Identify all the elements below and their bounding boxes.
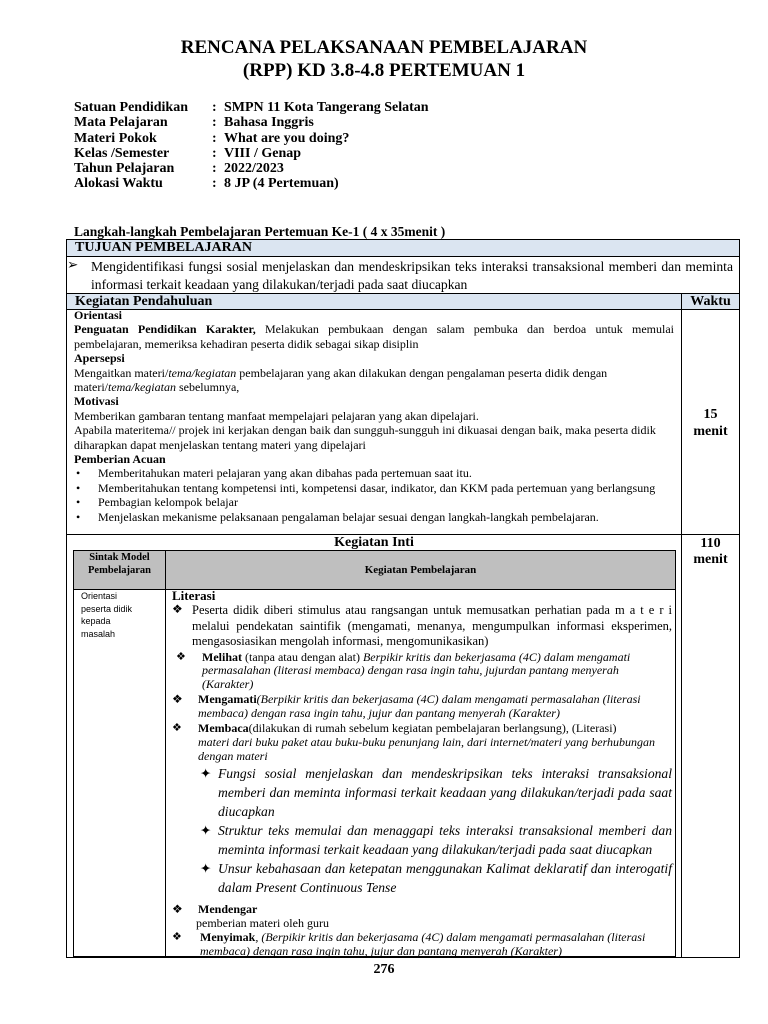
pendahuluan-time-value: 15 [703,407,718,422]
col-header-kegiatan: Kegiatan Pembelajaran [165,550,676,590]
identity-value: SMPN 11 Kota Tangerang Selatan [224,100,429,115]
tujuan-box [66,256,740,294]
identity-row: Alokasi Waktu : 8 JP (4 Pertemuan) [74,176,339,192]
pendahuluan-time-cell [681,309,740,535]
arrow-bullet-icon: ➢ [67,257,79,272]
list-item: ❖ Menyimak, (Berpikir kritis dan bekerjasama (4C) dalam mengamati permasalahan (literasi membaca) dengan rasa ingin tahu, jujur dan pantang menyerah (Karakter) [172,930,646,959]
diamond-bullet-icon: ❖ [172,602,183,616]
waktu-heading: Waktu [690,294,731,309]
diamond-bullet-icon: ❖ [172,902,183,917]
list-item: ❖ Mendengar [172,902,258,917]
identity-row: Satuan Pendidikan : SMPN 11 Kota Tangerang Selatan [74,100,429,115]
materi-list [172,764,672,897]
identity-row: Kelas /Semester : VIII / Genap [74,145,302,161]
inti-time-cell [681,534,740,958]
star-bullet-icon: ✦ [200,766,212,782]
apersepsi-heading: Apersepsi [74,351,125,366]
list-item: ❖ Melihat (tanpa atau dengan alat) Berpikir kritis dan bekerjasama (4C) dalam mengamati permasalahan (literasi membaca) dengan rasa ingin tahu, jujurdan pantang menyerah (Karakter) [172,651,672,692]
document-title-line2: (RPP) KD 3.8-4.8 PERTEMUAN 1 [242,60,526,81]
acuan-list [74,466,674,524]
identity-value: 2022/2023 [224,161,284,177]
list-item: ❖ Peserta didik diberi stimulus atau rangsangan untuk memusatkan perhatian pada m a t e r i melalui pendekatan saintifik (mengamati, menanya, mengumpulkan informasi eksperimen, mengasosiasikan mengolah informasi, mengomunikasikan) [172,602,672,648]
inti-heading: Kegiatan Inti [334,535,414,550]
list-item: ❖ Mengamati(Berpikir kritis dan bekerjasama (4C) dalam mengamati permasalahan (literasi membaca) dengan rasa ingin tahu, jujur dan pantang menyerah (Karakter) [172,692,641,720]
karakter-paragraph: Penguatan Pendidikan Karakter, Melakukan pembukaan dengan salam pembuka dan berdoa untuk memulai pembelajaran, memeriksa kehadiran peserta didik sebagai sikap disiplin [74,322,674,351]
motivasi-heading: Motivasi [74,394,119,409]
steps-heading: Langkah-langkah Pembelajaran Pertemuan Ke-1 ( 4 x 35menit ) [74,224,446,239]
list-item: ✦ Struktur teks memulai dan menaggapi teks interaksi transaksional memberi dan meminta informasi terkait keadaan yang dilakukan/terjadi pada saat diucapkan [200,823,672,858]
inti-time-value: 110 [700,536,721,551]
list-item: • Memberitahukan tentang kompetensi inti, kompetensi dasar, indikator, dan KKM pada pertemuan yang berlangsung [74,481,674,495]
acuan-heading: Pemberian Acuan [74,452,166,467]
sintak-cell [73,589,166,957]
pendahuluan-time-unit: menit [693,424,728,439]
identity-label: Tahun Pelajaran [74,161,175,177]
identity-label: Satuan Pendidikan [74,100,188,115]
tujuan-heading: TUJUAN PEMBELAJARAN [75,240,252,255]
list-item: • Pembagian kelompok belajar [74,495,674,509]
tujuan-item: Mengidentifikasi fungsi sosial menjelaskan dan mendeskripsikan teks interaksi transaksional memberi dan meminta informasi terkait keadaan yang dilakukan/terjadi pada saat diucapkan [91,259,733,292]
identity-block [74,100,429,192]
motivasi-line: Memberikan gambaran tentang manfaat mempelajari pelajaran yang akan dipelajari. [74,408,479,423]
orientasi-heading: Orientasi [74,308,122,322]
sintak-text: Orientasi peserta didik kepada masalah [81,591,133,639]
list-item: • Menjelaskan mekanisme pelaksanaan pengalaman belajar sesuai dengan langkah-langkah pembelajaran. [74,510,674,524]
identity-label: Mata Pelajaran [74,115,168,131]
document-title-line1: RENCANA PELAKSANAAN PEMBELAJARAN [180,37,588,58]
motivasi-paragraph: Apabila materitema// projek ini kerjakan dengan baik dan sungguh-sungguh ini dikuasai dengan baik, maka peserta didik diharapkan dapat menjelaskan tentang materi yang dipelajari [74,423,656,452]
diamond-outline-icon: ❖ [172,722,182,735]
identity-value: What are you doing? [224,130,350,146]
pendahuluan-heading: Kegiatan Pendahuluan [75,294,213,309]
diamond-outline-icon: ❖ [172,931,182,944]
identity-label: Alokasi Waktu [74,176,163,192]
list-item: ❖ Membaca(dilakukan di rumah sebelum kegiatan pembelajaran berlangsung), (Literasi) materi dari buku paket atau buku-buku penunjang lain, dari internet/materi yang berhubungan dengan materi [172,721,656,763]
identity-value: 8 JP (4 Pertemuan) [224,176,339,192]
pendahuluan-content [74,308,674,524]
literasi-heading: Literasi [172,588,216,603]
literasi-content [172,589,672,959]
identity-value: Bahasa Inggris [224,115,314,131]
identity-row: Mata Pelajaran : Bahasa Inggris [74,115,314,131]
list-item: • Memberitahukan materi pelajaran yang akan dibahas pada pertemuan saat itu. [74,466,674,480]
apersepsi-paragraph: Mengaitkan materi/tema/kegiatan pembelajaran yang akan dilakukan dengan pengalaman peserta didik dengan materi/tema/kegiatan sebelumnya, [74,365,608,395]
waktu-heading-bar [681,293,740,310]
identity-value: VIII / Genap [224,145,302,161]
tujuan-heading-bar [66,239,740,257]
diamond-bullet-icon: ❖ [172,692,183,707]
star-bullet-icon: ✦ [200,861,212,877]
identity-row: Materi Pokok : What are you doing? [74,130,350,146]
star-bullet-icon: ✦ [200,823,212,839]
mendengar-text: pemberian materi oleh guru [196,915,329,930]
identity-label: Kelas /Semester [74,145,170,161]
page-number: 276 [373,962,395,977]
diamond-outline-icon: ❖ [176,650,186,663]
list-item: ✦ Unsur kebahasaan dan ketepatan menggunakan Kalimat deklaratif dan interogatif dalam Present Continuous Tense [200,861,672,896]
identity-row: Tahun Pelajaran : 2022/2023 [74,161,284,177]
col-header-sintak: Sintak Model Pembelajaran [73,550,166,590]
list-item: ✦ Fungsi sosial menjelaskan dan mendeskripsikan teks interaksi transaksional memberi dan meminta informasi terkait keadaan yang dilakukan/terjadi pada saat diucapkan [200,766,672,820]
identity-label: Materi Pokok [74,130,157,146]
inti-time-unit: menit [693,552,728,567]
